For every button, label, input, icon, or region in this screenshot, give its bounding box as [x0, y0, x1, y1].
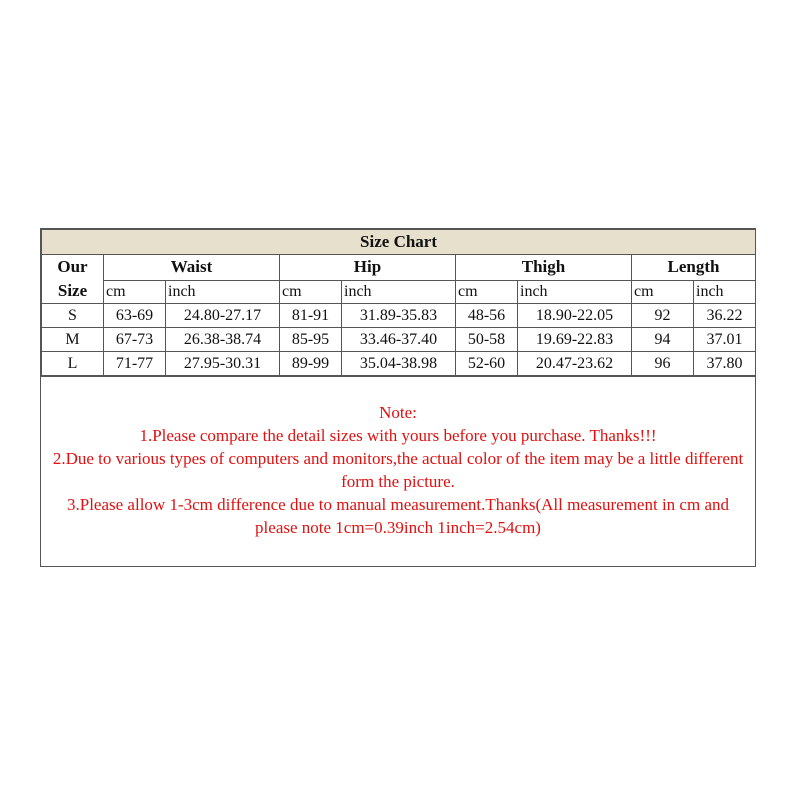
size-cell: S	[42, 304, 104, 328]
thigh-cm-cell: 50-58	[456, 328, 518, 352]
note-line-1: 1.Please compare the detail sizes with yours before you purchase. Thanks!!!	[139, 426, 657, 445]
thigh-inch-cell: 20.47-23.62	[518, 352, 632, 376]
chart-title: Size Chart	[42, 230, 756, 255]
thigh-cm-header: cm	[456, 280, 518, 303]
length-header: Length	[632, 255, 756, 281]
waist-inch-cell: 27.95-30.31	[166, 352, 280, 376]
waist-inch-header: inch	[166, 280, 280, 303]
hip-inch-cell: 33.46-37.40	[342, 328, 456, 352]
waist-cm-header: cm	[104, 280, 166, 303]
waist-cm-cell: 63-69	[104, 304, 166, 328]
note-line-3: 3.Please allow 1-3cm difference due to manual measurement.Thanks(All measurement in cm and please note 1cm=0.39inch 1inch=2.54cm)	[67, 495, 729, 537]
waist-inch-cell: 24.80-27.17	[166, 304, 280, 328]
hip-cm-cell: 81-91	[280, 304, 342, 328]
thigh-inch-header: inch	[518, 280, 632, 303]
size-chart-table	[41, 229, 756, 376]
size-header-line2: Size	[57, 281, 88, 300]
hip-inch-cell: 35.04-38.98	[342, 352, 456, 376]
thigh-cm-cell: 48-56	[456, 304, 518, 328]
length-inch-cell: 37.01	[694, 328, 756, 352]
thigh-inch-cell: 19.69-22.83	[518, 328, 632, 352]
thigh-inch-cell: 18.90-22.05	[518, 304, 632, 328]
hip-header: Hip	[280, 255, 456, 281]
hip-inch-header: inch	[342, 280, 456, 303]
waist-cm-cell: 71-77	[104, 352, 166, 376]
length-inch-cell: 36.22	[694, 304, 756, 328]
hip-inch-cell: 31.89-35.83	[342, 304, 456, 328]
thigh-header: Thigh	[456, 255, 632, 281]
length-cm-cell: 96	[632, 352, 694, 376]
size-chart	[40, 228, 756, 567]
hip-cm-cell: 85-95	[280, 328, 342, 352]
size-column-header	[42, 255, 104, 304]
length-inch-cell: 37.80	[694, 352, 756, 376]
thigh-cm-cell: 52-60	[456, 352, 518, 376]
note-heading: Note:	[379, 403, 417, 422]
note-line-2: 2.Due to various types of computers and monitors,the actual color of the item may be a little different form the picture.	[52, 449, 744, 491]
size-cell: M	[42, 328, 104, 352]
length-cm-cell: 92	[632, 304, 694, 328]
hip-cm-header: cm	[280, 280, 342, 303]
table-row-l	[42, 352, 756, 376]
size-cell: L	[42, 352, 104, 376]
size-header-line1: Our	[57, 257, 88, 276]
length-cm-cell: 94	[632, 328, 694, 352]
table-row-s	[42, 304, 756, 328]
waist-cm-cell: 67-73	[104, 328, 166, 352]
waist-header: Waist	[104, 255, 280, 281]
length-inch-header: inch	[694, 280, 756, 303]
table-row-m	[42, 328, 756, 352]
waist-inch-cell: 26.38-38.74	[166, 328, 280, 352]
note-section	[41, 376, 755, 566]
length-cm-header: cm	[632, 280, 694, 303]
hip-cm-cell: 89-99	[280, 352, 342, 376]
